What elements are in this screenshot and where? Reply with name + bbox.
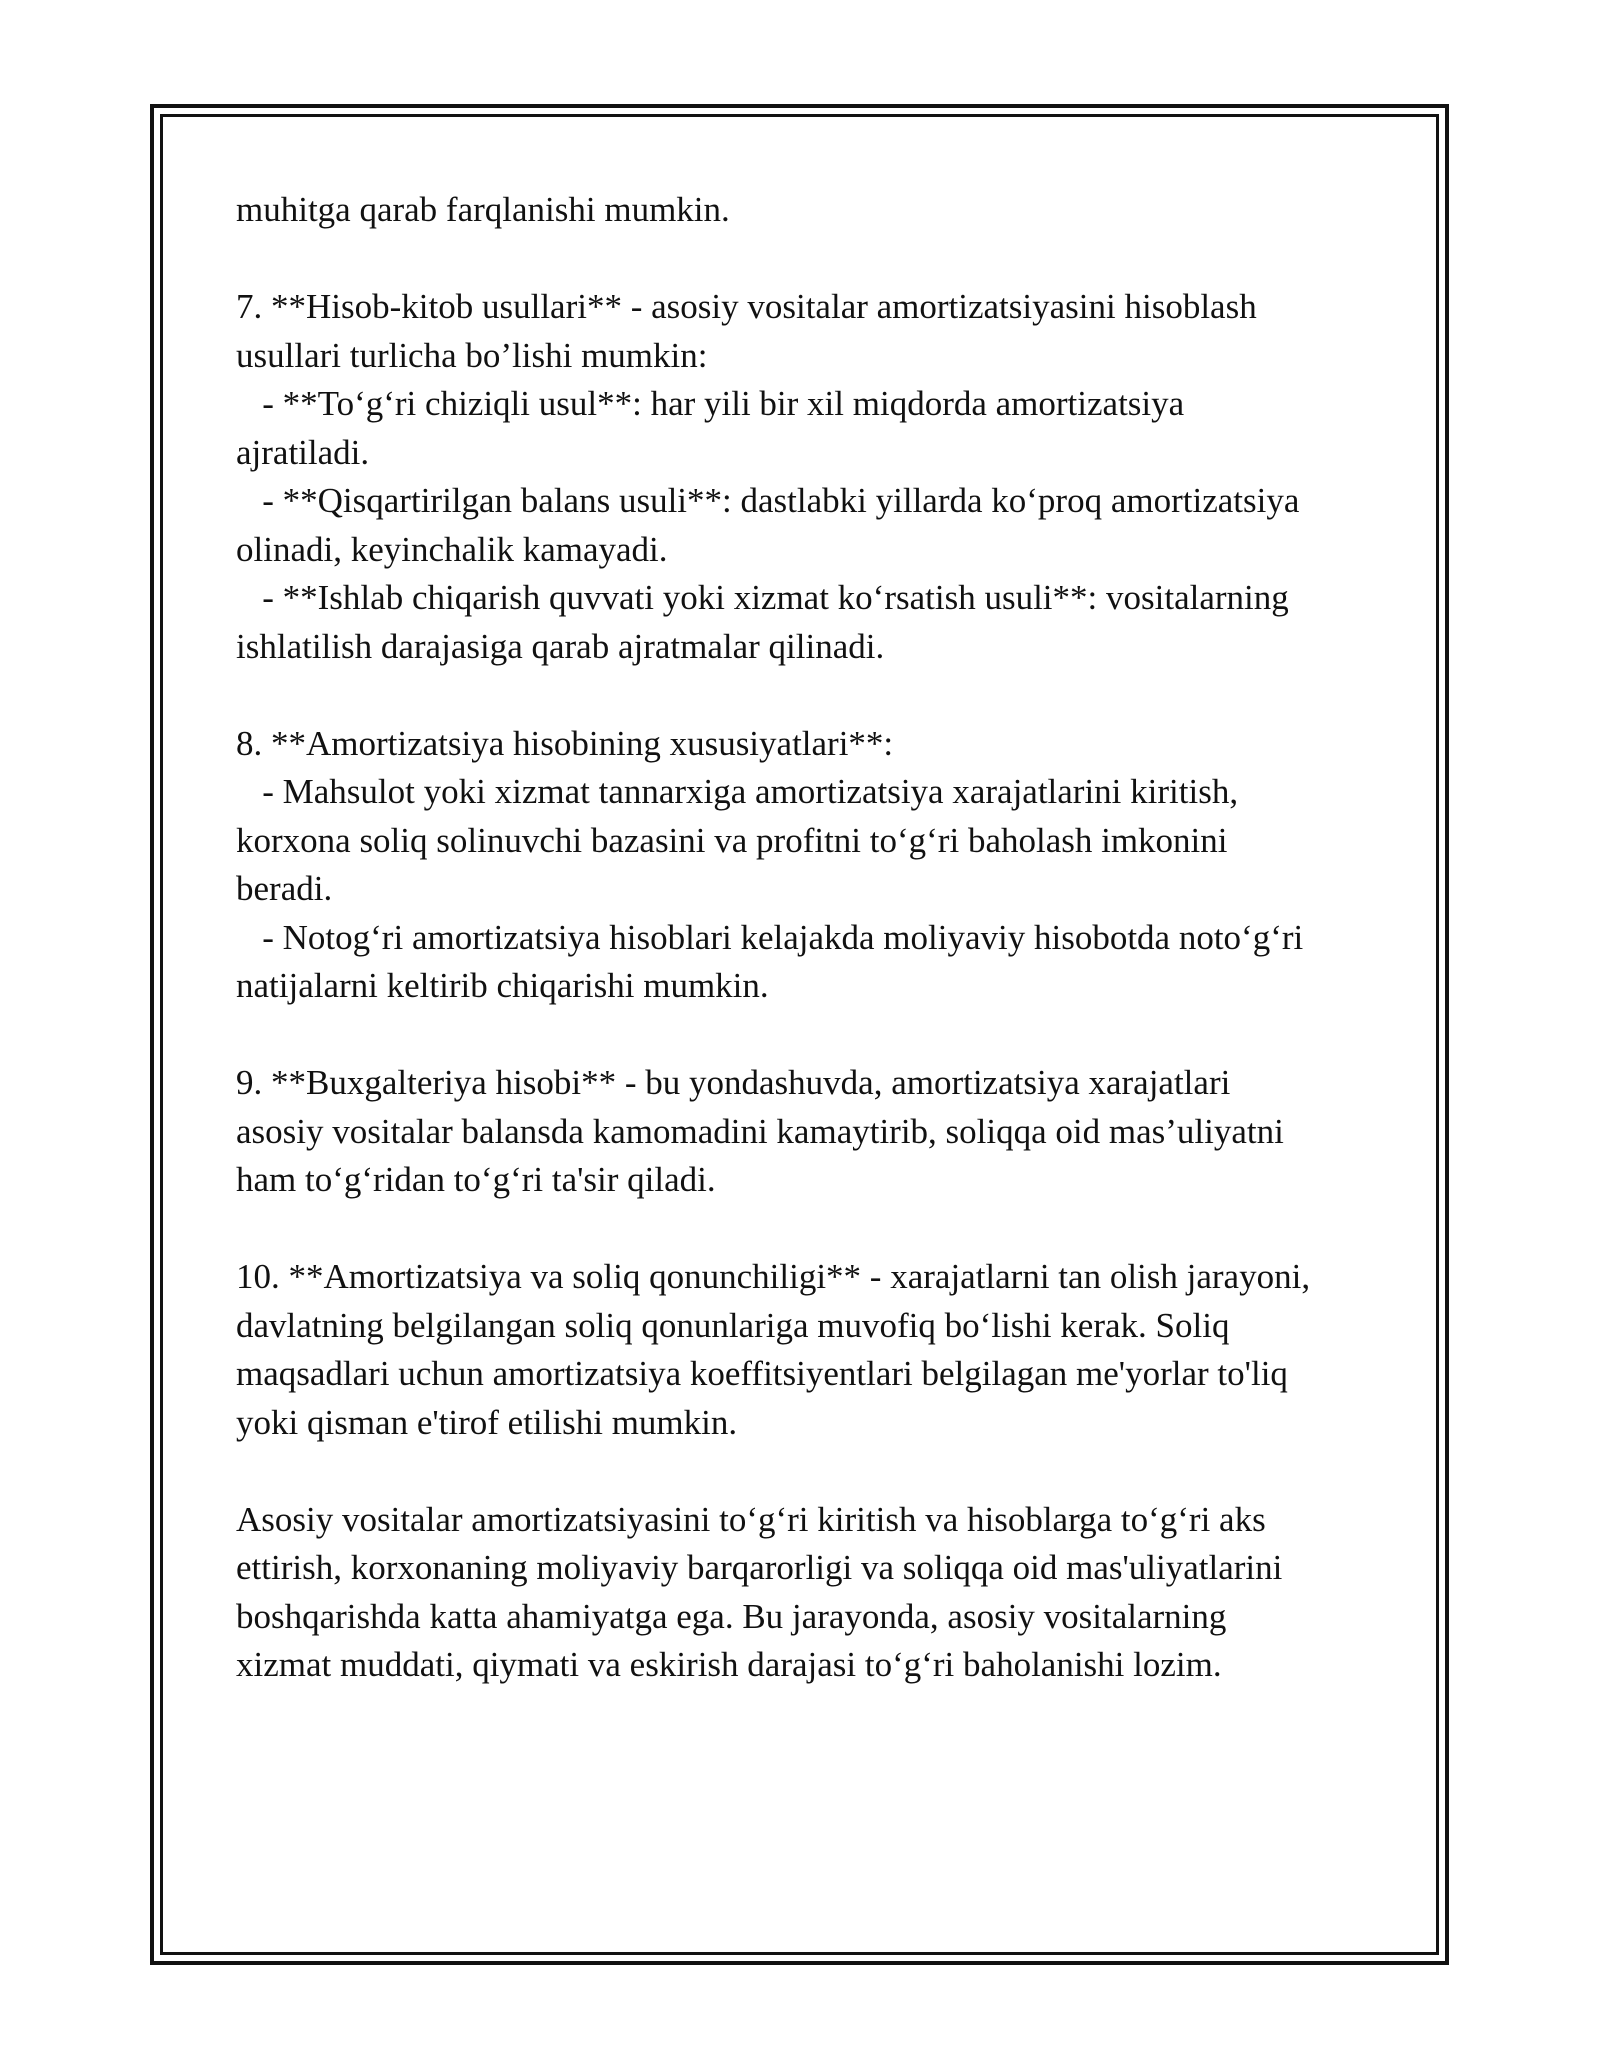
paragraph-gap bbox=[236, 1447, 1376, 1496]
text-line: 9. **Buxgalteriya hisobi** - bu yondashuvda, amortizatsiya xarajatlari bbox=[236, 1063, 1231, 1102]
text-line: muhitga qarab farqlanishi mumkin. bbox=[236, 190, 730, 229]
text-line: ishlatilish darajasiga qarab ajratmalar qilinadi. bbox=[236, 626, 885, 666]
paragraph-gap bbox=[236, 235, 1376, 284]
text-line: ettirish, korxonaning moliyaviy barqarorligi va soliqqa oid mas'uliyatlarini bbox=[236, 1548, 1283, 1587]
text-line: 10. **Amortizatsiya va soliq qonunchiligi** - xarajatlarni tan olish jarayoni, bbox=[236, 1257, 1311, 1296]
paragraph-gap bbox=[236, 1205, 1376, 1254]
text-line: - Mahsulot yoki xizmat tannarxiga amortizatsiya xarajatlarini kiritish, bbox=[236, 772, 1239, 811]
text-line: ham to‘g‘ridan to‘g‘ri ta'sir qiladi. bbox=[236, 1160, 716, 1199]
text-line: - **Ishlab chiqarish quvvati yoki xizmat ko‘rsatish usuli**: vositalarning bbox=[236, 578, 1289, 617]
text-line: ajratiladi. bbox=[236, 432, 370, 472]
text-line: 7. **Hisob-kitob usullari** - asosiy vositalar amortizatsiyasini hisoblash bbox=[236, 287, 1257, 326]
text-line: natijalarni keltirib chiqarishi mumkin. bbox=[236, 966, 769, 1005]
text-line: - **To‘g‘ri chiziqli usul**: har yili bir xil miqdorda amortizatsiya bbox=[236, 384, 1185, 423]
text-line: Asosiy vositalar amortizatsiyasini to‘g‘ri kiritish va hisoblarga to‘g‘ri aks bbox=[236, 1499, 1266, 1539]
text-line: boshqarishda katta ahamiyatga ega. Bu jarayonda, asosiy vositalarning bbox=[236, 1596, 1227, 1636]
text-line: xizmat muddati, qiymati va eskirish darajasi to‘g‘ri baholanishi lozim. bbox=[236, 1645, 1222, 1684]
text-line: 8. **Amortizatsiya hisobining xususiyatlari**: bbox=[236, 723, 894, 763]
text-line: davlatning belgilangan soliq qonunlariga muvofiq bo‘lishi kerak. Soliq bbox=[236, 1305, 1230, 1345]
text-line: korxona soliq solinuvchi bazasini va profitni to‘g‘ri baholash imkonini bbox=[236, 820, 1228, 860]
document-body bbox=[236, 186, 1376, 1690]
text-line: beradi. bbox=[236, 869, 333, 908]
paragraph-gap bbox=[236, 671, 1376, 720]
text-line: usullari turlicha bo’lishi mumkin: bbox=[236, 335, 708, 375]
text-line: maqsadlari uchun amortizatsiya koeffitsiyentlari belgilagan me'yorlar to'liq bbox=[236, 1354, 1288, 1393]
text-line: - Notog‘ri amortizatsiya hisoblari kelajakda moliyaviy hisobotda noto‘g‘ri bbox=[236, 917, 1304, 957]
text-line: olinadi, keyinchalik kamayadi. bbox=[236, 529, 668, 569]
text-line: yoki qisman e'tirof etilishi mumkin. bbox=[236, 1402, 738, 1442]
text-line: - **Qisqartirilgan balans usuli**: dastlabki yillarda ko‘proq amortizatsiya bbox=[236, 481, 1300, 520]
paragraph-gap bbox=[236, 1011, 1376, 1060]
text-line: asosiy vositalar balansda kamomadini kamaytirib, soliqqa oid mas’uliyatni bbox=[236, 1111, 1284, 1151]
